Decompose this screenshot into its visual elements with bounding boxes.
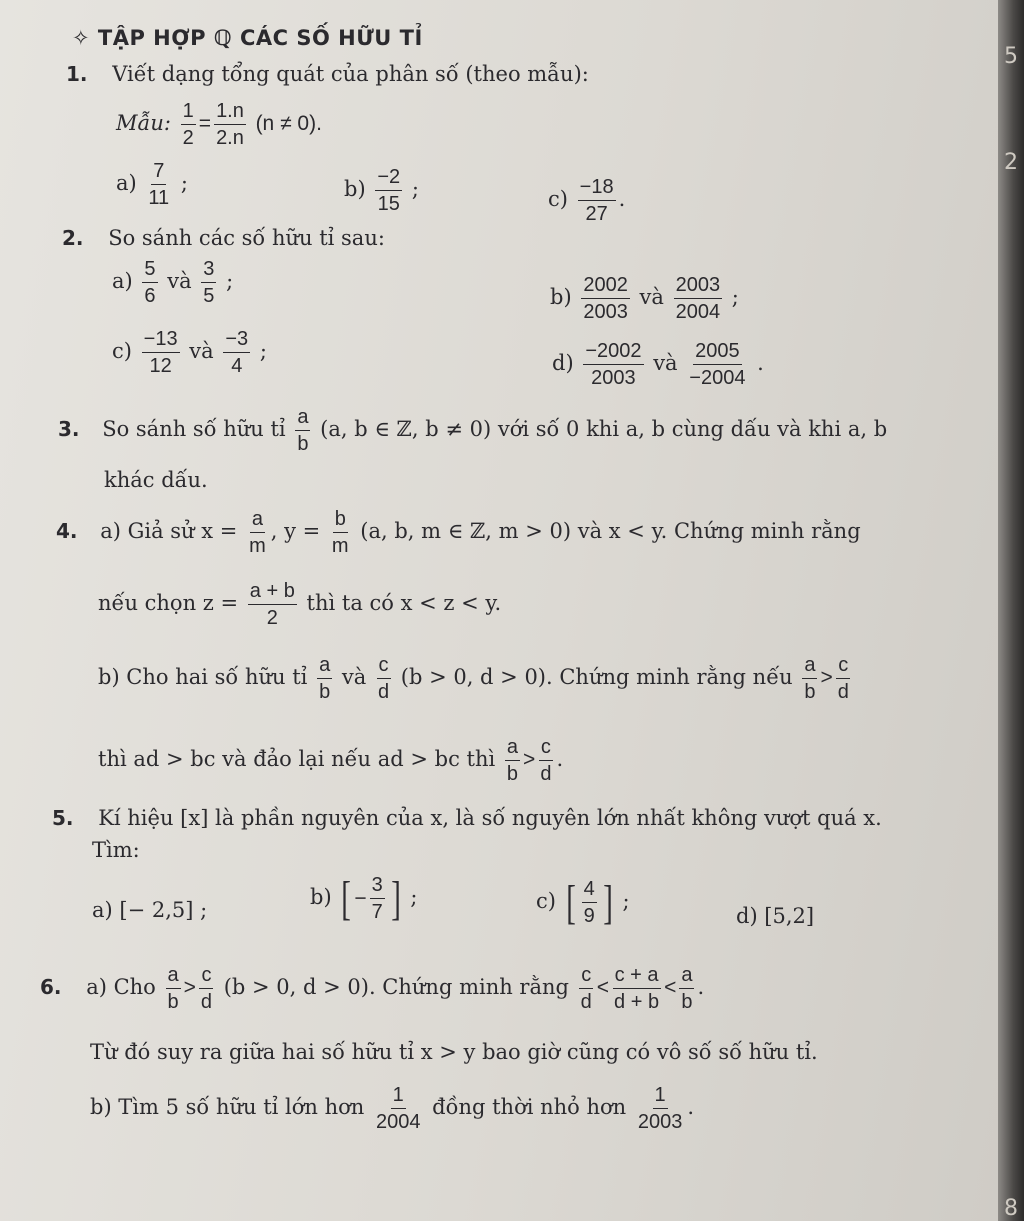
fraction: $\frac{a}{b}$ (319, 654, 331, 703)
fraction: $\frac{-2}{15}$ (377, 166, 401, 215)
fraction: $\frac{a}{b}$ (167, 964, 179, 1013)
fraction: $\frac{b}{m}$ (331, 508, 349, 557)
sample-label: Mẫu: (116, 111, 171, 135)
item-5b: b) [ − $\frac{3}{7}$ ] ; (310, 871, 418, 925)
fraction: $\frac{-3}{4}$ (225, 328, 249, 377)
fraction: $\frac{-13}{12}$ (143, 328, 178, 377)
item-5d: d) [5,2] (736, 904, 815, 928)
problem-number: 4. (56, 519, 78, 543)
item-1a: a) $\frac{7}{11}$ ; (116, 160, 188, 209)
fraction: $\frac{3}{7}$ (371, 874, 383, 923)
fraction: $\frac{a}{b}$ (506, 736, 519, 785)
problem-6b: b) Tìm 5 số hữu tỉ lớn hơn $\frac{1}{2004}$ đồng thời nhỏ hơn $\frac{1}{2003}$ . (90, 1084, 695, 1133)
fraction: $\frac{3}{5}$ (203, 258, 215, 307)
fraction: $\frac{1}{2004}$ (375, 1084, 421, 1133)
edge-mark: 8 (1004, 1196, 1018, 1221)
problem-number: 3. (58, 417, 80, 441)
fraction: $\frac{a}{m}$ (249, 508, 266, 557)
problem-number: 5. (52, 806, 74, 830)
fraction: $\frac{1}{2}$ (182, 100, 194, 149)
item-1b: b) $\frac{-2}{15}$ ; (344, 166, 419, 215)
problem-2 (62, 226, 385, 250)
item-2d: d) $\frac{-2002}{2003}$ và $\frac{2005}{-2004}$ . (552, 340, 764, 389)
fraction: $\frac{c}{d}$ (580, 964, 592, 1013)
problem-6a: 6. a) Cho $\frac{a}{b}$ > $\frac{c}{d}$ (b > 0, d > 0). Chứng minh rằng $\frac{c}{d}$ < $\frac{c + a}{d + b}$ < $\frac{a}{b}$ . (40, 964, 705, 1013)
problem-4b: b) Cho hai số hữu tỉ $\frac{a}{b}$ và $\frac{c}{d}$ (b > 0, d > 0). Chứng minh rằng nếu $\frac{a}{b}$ > $\frac{c}{d}$ (98, 654, 849, 703)
problem-number: 1. (66, 62, 88, 86)
problem-number: 6. (40, 975, 62, 999)
problem-text: Viết dạng tổng quát của phân số (theo mẫu): (112, 62, 589, 86)
fraction: $\frac{1}{2003}$ (637, 1084, 683, 1133)
fraction: $\frac{7}{11}$ (148, 160, 170, 209)
fraction: $\frac{-18}{27}$ (579, 176, 614, 225)
fraction: $\frac{a}{b}$ (804, 654, 816, 703)
condition: (n ≠ 0). (255, 112, 322, 135)
fraction: $\frac{2002}{2003}$ (583, 274, 628, 323)
section-title: ✧ TẬP HỢP ℚ CÁC SỐ HỮU TỈ (72, 26, 423, 50)
item-2a: a) $\frac{5}{6}$ và $\frac{3}{5}$ ; (112, 258, 234, 307)
fraction: $\frac{c + a}{d + b}$ (614, 964, 660, 1013)
item-1c: c) $\frac{-18}{27}$ . (548, 176, 626, 225)
fraction: $\frac{5}{6}$ (144, 258, 156, 307)
edge-mark: 2 (1004, 150, 1018, 175)
problem-text: So sánh các số hữu tỉ sau: (108, 226, 385, 250)
fraction: $\frac{c}{d}$ (540, 736, 552, 785)
fraction: $\frac{c}{d}$ (200, 964, 213, 1013)
item-5c: c) [ 4 9 ] ; (536, 875, 630, 929)
page-edge (998, 0, 1024, 1221)
item-2b: b) $\frac{2002}{2003}$ và $\frac{2003}{2004}$ ; (550, 274, 739, 323)
fraction: 4 9 (583, 878, 595, 927)
problem-5-find: Tìm: (92, 838, 140, 862)
fraction: $\frac{2003}{2004}$ (675, 274, 721, 323)
fraction: $\frac{c}{d}$ (377, 654, 390, 703)
problem-3-line2: khác dấu. (104, 468, 208, 492)
problem-5: 5. Kí hiệu [x] là phần nguyên của x, là số nguyên lớn nhất không vượt quá x. (52, 806, 882, 830)
problem-number: 2. (62, 226, 84, 250)
problem-4a: 4. a) Giả sử x = $\frac{a}{m}$ , y = $\frac{b}{m}$ (a, b, m ∈ ℤ, m > 0) và x < y. Chứng minh rằng (56, 508, 861, 557)
problem-4a-line2: nếu chọn z = $\frac{a + b}{2}$ thì ta có x < z < y. (98, 580, 502, 629)
problem-1 (66, 62, 589, 86)
fraction: $\frac{1.n}{2.n}$ (216, 100, 244, 149)
fraction: $\frac{a}{b}$ (681, 964, 693, 1013)
fraction: $\frac{c}{d}$ (837, 654, 849, 703)
fraction: $\frac{a + b}{2}$ (249, 580, 295, 629)
sample-line: Mẫu: $\frac{1}{2}$ = $\frac{1.n}{2.n}$ (n ≠ 0). (116, 100, 322, 149)
item-2c: c) $\frac{-13}{12}$ và $\frac{-3}{4}$ ; (112, 328, 267, 377)
problem-3: 3. So sánh số hữu tỉ $\frac{a}{b}$ (a, b ∈ ℤ, b ≠ 0) với số 0 khi a, b cùng dấu và khi a, b (58, 406, 888, 455)
fraction: $\frac{2005}{-2004}$ (689, 340, 746, 389)
fraction: $\frac{-2002}{2003}$ (585, 340, 642, 389)
item-5a: a) [− 2,5] ; (92, 898, 208, 922)
problem-4b-line2: thì ad > bc và đảo lại nếu ad > bc thì $\frac{a}{b}$ > $\frac{c}{d}$ . (98, 736, 564, 785)
edge-mark: 5 (1004, 44, 1018, 69)
fraction: $\frac{a}{b}$ (297, 406, 309, 455)
problem-6a-line2: Từ đó suy ra giữa hai số hữu tỉ x > y bao giờ cũng có vô số số hữu tỉ. (90, 1040, 818, 1064)
